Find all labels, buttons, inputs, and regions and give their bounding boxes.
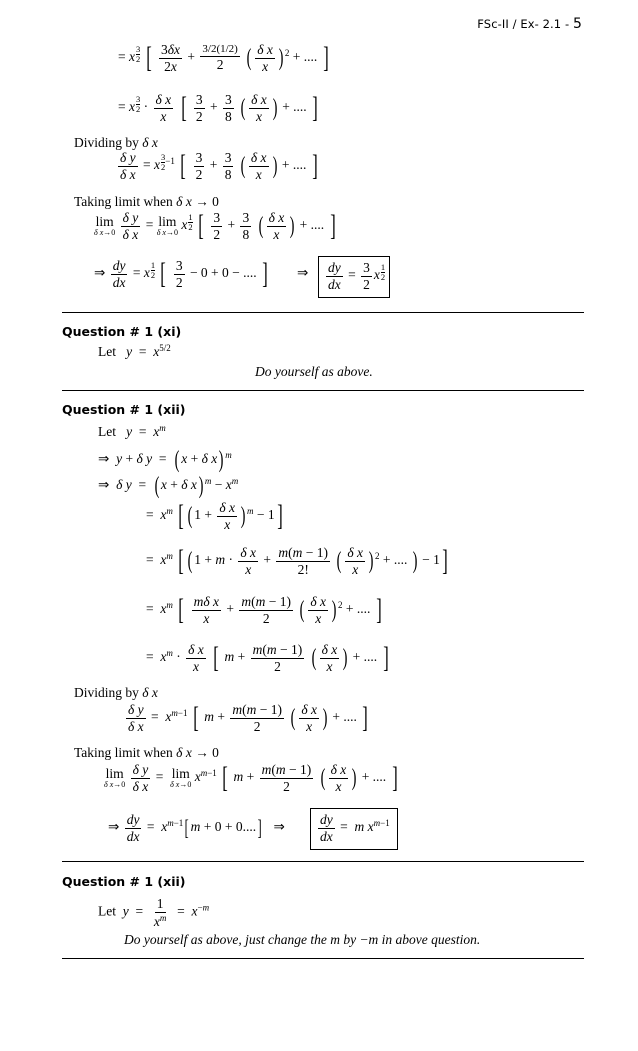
limit-label: Taking limit when bbox=[74, 194, 173, 209]
question-heading: Question # 1 (xi) bbox=[62, 324, 182, 339]
equation-line: ⇒ y + δ y = ( x + δ x) $^m$ bbox=[98, 447, 232, 473]
page-number: 5 bbox=[572, 16, 582, 32]
section-divider bbox=[62, 312, 584, 313]
equation-line: = $x^m$ [ ( 1 + $\frac{\text{δ x}}{x}$ ) $^m$ − 1] bbox=[146, 499, 283, 533]
section-divider bbox=[62, 958, 584, 959]
equation-line: $\frac{\text{δ y}}{\text{δ x}}$ = $x^{m-1}$ [ m + $\frac{m(m - 1)}{2}$ ( $\frac{\text{δ x}}{x}$ ) + .... ] bbox=[128, 701, 368, 735]
let-label: Let bbox=[98, 903, 116, 919]
equation-line: = x $\frac{3}{2}$ · $\frac{\text{δ x}}{x}$ [ $\frac{3}{2}$ + $\frac{3}{8}$ ( $\frac{\text{δ x}}{x}$ ) + .... ] bbox=[118, 91, 318, 125]
question-heading: Question # 1 (xii) bbox=[62, 874, 186, 889]
page-header bbox=[477, 16, 582, 32]
equation-line: lim δ x→0 $\frac{\text{δ y}}{\text{δ x}}$ = lim δ x→0 $x^{m-1}$ [ m + $\frac{m(m - 1)}{2}$ ( $\frac{\text{δ x}}{x}$ ) + .... ] bbox=[104, 761, 398, 795]
equation-line: lim δ x→0 $\frac{\text{δ y}}{\text{δ x}}$ = lim δ x→0 x $\frac{1}{2}$ [ $\frac{3}{2}$ + $\frac{3}{8}$ ( $\frac{\text{δ x}}{x}$ ) + .... ] bbox=[94, 209, 336, 243]
boxed-result: $\frac{dy}{dx}$ = $\frac{3}{2}$ x $\frac{1}{2}$ bbox=[328, 260, 386, 292]
limit-line: Taking limit when δ x → 0 bbox=[74, 194, 219, 209]
dividing-line: Dividing by δ x bbox=[74, 135, 158, 150]
equation-line: ⇒ $\frac{dy}{dx}$ = x $\frac{1}{2}$ [ $\frac{3}{2}$ − 0 + 0 − .... ] ⇒ bbox=[94, 257, 309, 291]
limit-line: Taking limit when δ x → 0 bbox=[74, 745, 219, 760]
equation-line: = x $\frac{3}{2}$ [ $\frac{3\delta x}{2x}$ + 3/2(1/2) 2 ( $\frac{\text{δ x}}{x}$ ) $^2$ + .... ] bbox=[118, 41, 329, 75]
equation-line: = $x^m$ · $\frac{\text{δ x}}{x}$ [ m + $\frac{m(m - 1)}{2}$ ( $\frac{\text{δ x}}{x}$ ) + .... ] bbox=[146, 641, 389, 675]
equation-line: = $x^m$ [ $\frac{\text{mδ x}}{x}$ + $\frac{m(m - 1)}{2}$ ( $\frac{\text{δ x}}{x}$ ) $^2$ + .... ] bbox=[146, 593, 382, 627]
dividing-label: Dividing by bbox=[74, 135, 139, 150]
let-label: Let bbox=[98, 423, 116, 439]
question-heading: Question # 1 (xii) bbox=[62, 402, 186, 417]
header-text: FSc-II / Ex- 2.1 - bbox=[477, 17, 573, 31]
let-label: Let bbox=[98, 343, 116, 359]
equation-line: $\frac{\text{δ y}}{\text{δ x}}$ = x $\frac{3}{2}$ $^{-1}$ [ $\frac{3}{2}$ + $\frac{3}{8}$ ( $\frac{\text{δ x}}{x}$ ) + .... ] bbox=[120, 149, 318, 183]
instruction-note: Do yourself as above. bbox=[255, 364, 373, 379]
dividing-label: Dividing by bbox=[74, 685, 139, 700]
equation-line: ⇒ δ y = ( x + δ x) $^m - x^m$ bbox=[98, 473, 239, 499]
let-line: Let y = $\frac{1}{x^m}$ = $x^{-m}$ bbox=[98, 896, 210, 929]
boxed-result: $\frac{dy}{dx}$ = m $x^{m-1}$ bbox=[320, 812, 390, 844]
instruction-note: Do yourself as above, just change the m by −m in above question. bbox=[124, 932, 481, 947]
section-divider bbox=[62, 390, 584, 391]
equation-line: = $x^m$ [ ( 1 + m · $\frac{\text{δ x}}{x}$ + $\frac{m(m - 1)}{2!}$ ( $\frac{\text{δ x}}{x}$ ) $^2$ + .... ) − 1] bbox=[146, 544, 448, 578]
let-line: Let $y = x^{5/2}$ bbox=[98, 343, 171, 359]
equation-line: ⇒ $\frac{dy}{dx}$ = $x^{m-1}$[ m + 0 + 0....] ⇒ bbox=[108, 812, 285, 844]
let-line: Let $y = x^m$ bbox=[98, 423, 166, 439]
dividing-line: Dividing by δ x bbox=[74, 685, 158, 700]
section-divider bbox=[62, 861, 584, 862]
limit-label: Taking limit when bbox=[74, 745, 173, 760]
